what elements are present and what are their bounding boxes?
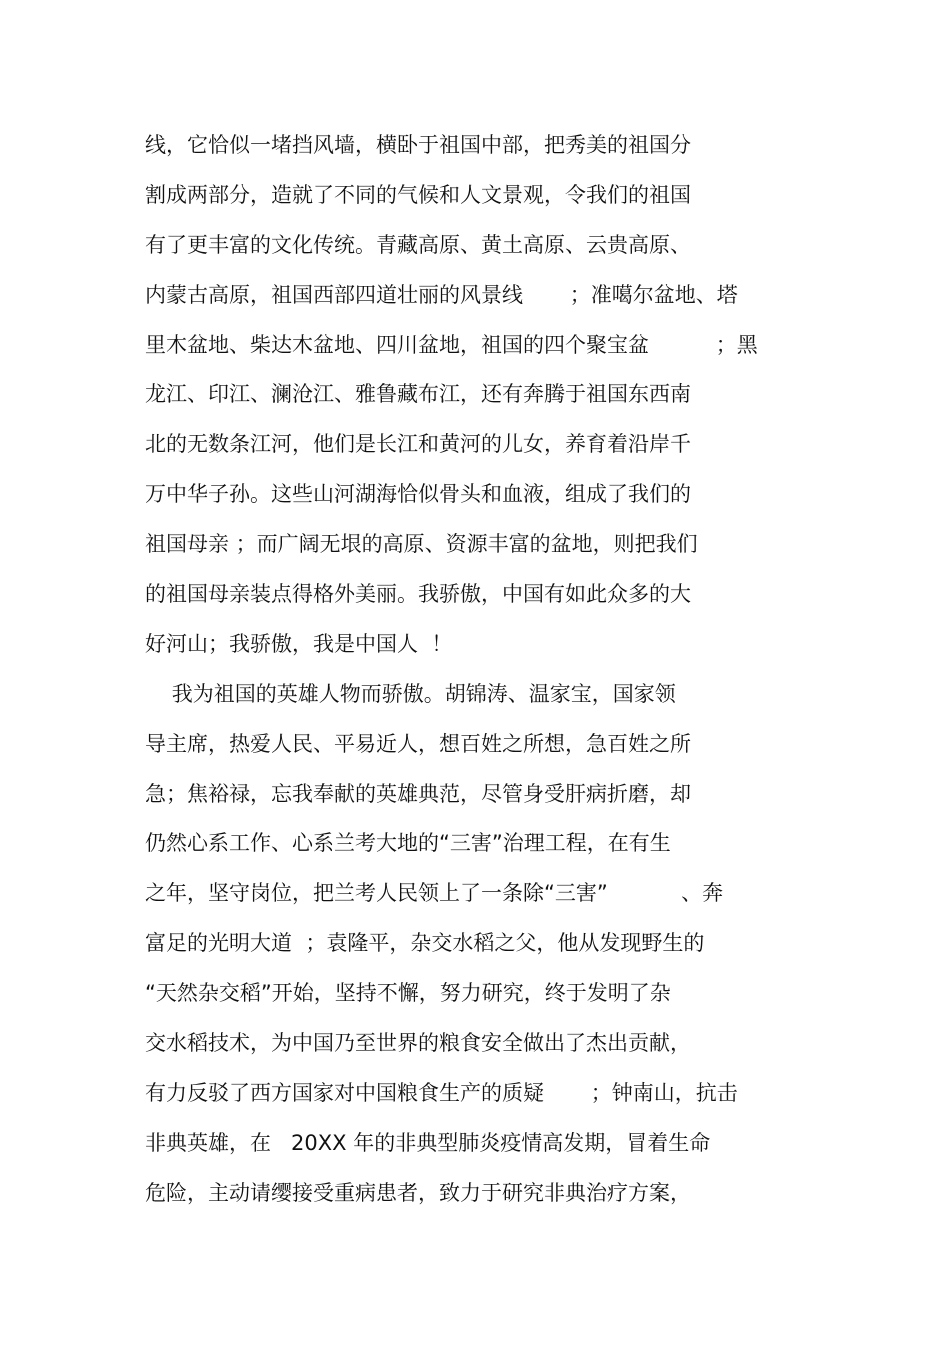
text-line: 线，它恰似一堵挡风墙，横卧于祖国中部，把秀美的祖国分: [145, 133, 691, 157]
text-line: 有了更丰富的文化传统。青藏高原、黄土高原、云贵高原、: [145, 232, 691, 257]
text-line: 导主席，热爱人民、平易近人，想百姓之所想，急百姓之所: [145, 731, 691, 756]
text-line: 仍然心系工作、心系兰考大地的“三害”治理工程，在有生: [145, 831, 671, 856]
text-line: 急；焦裕禄，忘我奉献的英雄典范，尽管身受肝病折磨，却: [145, 781, 691, 806]
body-text: [145, 121, 845, 1219]
text-line: 好河山；我骄傲，我是中国人 ！: [145, 631, 453, 656]
text-line: 割成两部分，造就了不同的气候和人文景观，令我们的祖国: [145, 182, 691, 207]
text-line: 非典英雄，在 20XX 年的非典型肺炎疫情高发期，冒着生命: [145, 1130, 711, 1155]
text-line: 万中华子孙。这些山河湖海恰似骨头和血液，组成了我们的: [145, 482, 691, 507]
text-line: 里木盆地、柴达木盆地、四川盆地，祖国的四个聚宝盆 ；黑: [145, 332, 758, 357]
paragraph-start-line: 我为祖国的英雄人物而骄傲。胡锦涛、温家宝，国家领: [145, 681, 676, 706]
text-line: “天然杂交稻”开始，坚持不懈，努力研究，终于发明了杂: [145, 981, 671, 1006]
text-line: 有力反驳了西方国家对中国粮食生产的质疑 ；钟南山，抗击: [145, 1080, 738, 1105]
text-line: 危险，主动请缨接受重病患者，致力于研究非典治疗方案，: [145, 1180, 691, 1205]
text-line: 龙江、印江、澜沧江、雅鲁藏布江，还有奔腾于祖国东西南: [145, 382, 691, 407]
text-line: 之年，坚守岗位，把兰考人民领上了一条除“三害” 、奔: [145, 881, 724, 906]
text-line: 富足的光明大道 ；袁隆平，杂交水稻之父，他从发现野生的: [145, 931, 705, 956]
text-line: 的祖国母亲装点得格外美丽。我骄傲，中国有如此众多的大: [145, 582, 691, 607]
text-line: 交水稻技术，为中国乃至世界的粮食安全做出了杰出贡献，: [145, 1031, 691, 1056]
text-line: 内蒙古高原，祖国西部四道壮丽的风景线 ；准噶尔盆地、塔: [145, 282, 738, 307]
text-line: 祖国母亲 ；而广阔无垠的高原、资源丰富的盆地，则把我们: [145, 532, 698, 557]
text-line: 北的无数条江河，他们是长江和黄河的儿女，养育着沿岸千: [145, 432, 691, 457]
